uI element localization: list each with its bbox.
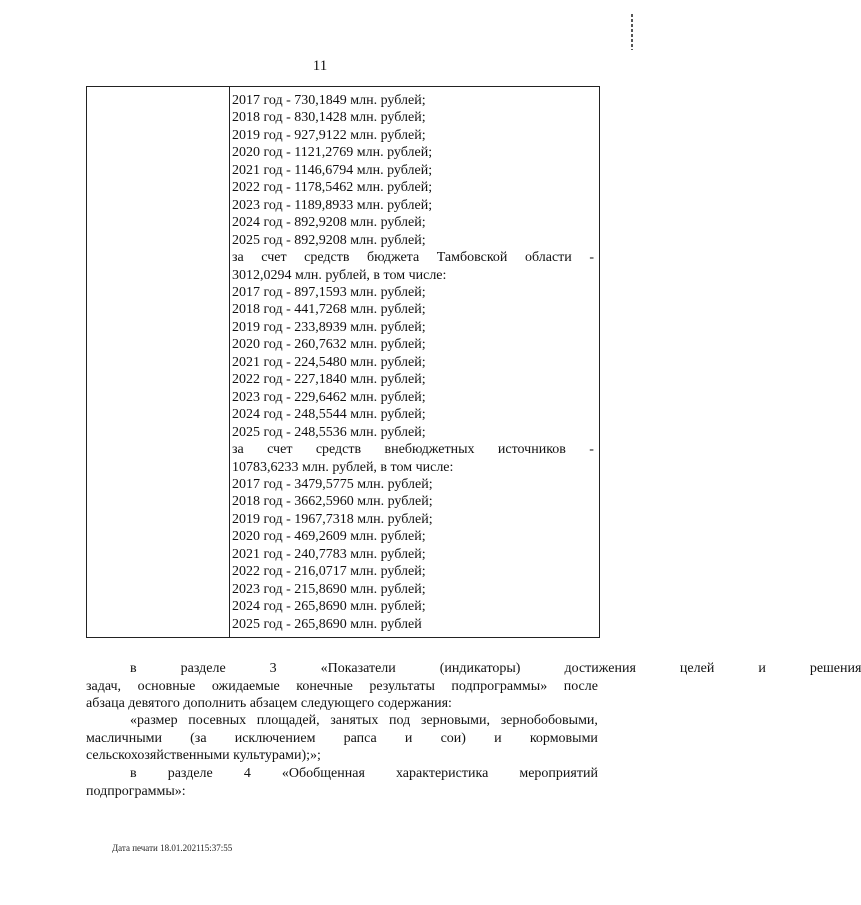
scan-edge-mark bbox=[628, 14, 636, 50]
word: сои) bbox=[440, 730, 466, 746]
paragraph-quote bbox=[86, 712, 598, 765]
word: зерновыми, bbox=[420, 713, 490, 728]
word: 3 bbox=[269, 661, 277, 676]
word: решения bbox=[809, 661, 861, 676]
word: площадей, bbox=[256, 713, 320, 728]
word: - bbox=[589, 250, 594, 266]
word: посевных bbox=[188, 713, 247, 728]
word: зернобобовыми, bbox=[500, 713, 598, 728]
extrabudgetary-total: 10783,6233 млн. рублей, в том числе: bbox=[232, 459, 454, 475]
word: источников bbox=[497, 442, 566, 458]
word: разделе bbox=[180, 661, 226, 676]
funding-year-line: 2020 год - 1121,2769 млн. рублей; bbox=[232, 145, 433, 161]
funding-year-line: 2021 год - 224,5480 млн. рублей; bbox=[232, 354, 426, 370]
word: целей bbox=[679, 661, 715, 676]
word: рапса bbox=[343, 730, 377, 746]
word: счет bbox=[261, 250, 287, 266]
funding-year-line: 2017 год - 730,1849 млн. рублей; bbox=[232, 93, 426, 108]
word: - bbox=[589, 442, 594, 458]
word: занятых bbox=[330, 713, 379, 728]
funding-year-line: 2017 год - 3479,5775 млн. рублей; bbox=[232, 476, 433, 492]
print-date-footer: Дата печати 18.01.202115:37:55 bbox=[112, 843, 233, 853]
funding-year-line: 2020 год - 469,2609 млн. рублей; bbox=[232, 529, 426, 545]
paragraph-line bbox=[86, 660, 861, 678]
funding-year-line: 2021 год - 240,7783 млн. рублей; bbox=[232, 546, 426, 562]
word: характеристика bbox=[395, 766, 489, 781]
word: (индикаторы) bbox=[439, 661, 521, 676]
word: ожидаемые bbox=[211, 678, 280, 694]
paragraph-line: абзаца девятого дополнить абзацем следующего содержания: bbox=[86, 696, 452, 711]
paragraph-line: подпрограммы»: bbox=[86, 783, 186, 799]
word: бюджета bbox=[366, 250, 420, 266]
paragraph-line: сельскохозяйственными культурами);»; bbox=[86, 748, 321, 763]
table-column-divider bbox=[229, 87, 230, 637]
regional-years-list bbox=[232, 284, 594, 441]
funding-year-line: 2023 год - 215,8690 млн. рублей; bbox=[232, 581, 426, 597]
paragraph-line bbox=[86, 765, 598, 783]
word: кормовыми bbox=[529, 730, 598, 746]
funding-year-line: 2024 год - 265,8690 млн. рублей; bbox=[232, 599, 426, 615]
word: и bbox=[494, 730, 502, 746]
word: достижения bbox=[564, 661, 636, 676]
federal-years-list bbox=[232, 92, 594, 249]
funding-year-line: 2019 год - 927,9122 млн. рублей; bbox=[232, 127, 426, 143]
funding-year-line: 2018 год - 3662,5960 млн. рублей; bbox=[232, 494, 433, 510]
word: в bbox=[130, 766, 137, 781]
funding-year-line: 2022 год - 216,0717 млн. рублей; bbox=[232, 564, 426, 580]
funding-year-line: 2023 год - 1189,8933 млн. рублей; bbox=[232, 197, 433, 213]
paragraph-section-4 bbox=[86, 765, 598, 800]
word: разделе bbox=[167, 766, 213, 781]
page-number: 11 bbox=[312, 58, 328, 74]
word: результаты bbox=[369, 678, 435, 694]
paragraph-line bbox=[86, 678, 598, 696]
word: «размер bbox=[130, 713, 178, 728]
funding-year-line: 2020 год - 260,7632 млн. рублей; bbox=[232, 337, 426, 353]
paragraph-line bbox=[86, 730, 598, 748]
word: и bbox=[758, 661, 766, 676]
funding-year-line: 2022 год - 1178,5462 млн. рублей; bbox=[232, 180, 433, 196]
word: внебюджетных bbox=[384, 442, 475, 458]
funding-year-line: 2018 год - 441,7268 млн. рублей; bbox=[232, 302, 426, 318]
word: «Показатели bbox=[320, 661, 396, 676]
funding-year-line: 2025 год - 265,8690 млн. рублей bbox=[232, 616, 422, 632]
word: (за bbox=[190, 730, 207, 746]
word: средств bbox=[304, 250, 350, 266]
word: 4 bbox=[243, 766, 251, 781]
word: за bbox=[232, 442, 244, 458]
word: области bbox=[524, 250, 572, 266]
word: в bbox=[130, 661, 137, 676]
word: средств bbox=[315, 442, 362, 458]
extrabudgetary-years-list bbox=[232, 476, 594, 633]
funding-year-line: 2025 год - 892,9208 млн. рублей; bbox=[232, 232, 426, 248]
funding-year-line: 2017 год - 897,1593 млн. рублей; bbox=[232, 284, 426, 300]
word: исключением bbox=[234, 730, 316, 746]
paragraph-line bbox=[86, 712, 598, 730]
funding-table bbox=[86, 86, 600, 638]
word: «Обобщенная bbox=[281, 766, 365, 781]
paragraph-section-3 bbox=[86, 660, 861, 713]
word: счет bbox=[267, 442, 293, 458]
word: мероприятий bbox=[519, 766, 598, 781]
word: задач, bbox=[86, 678, 122, 694]
extrabudgetary-heading bbox=[232, 441, 594, 458]
funding-year-line: 2024 год - 248,5544 млн. рублей; bbox=[232, 407, 426, 423]
word: конечные bbox=[296, 678, 353, 694]
word: основные bbox=[137, 678, 196, 694]
regional-budget-total: 3012,0294 млн. рублей, в том числе: bbox=[232, 267, 447, 283]
word: за bbox=[232, 250, 244, 266]
word: и bbox=[404, 730, 413, 746]
funding-year-line: 2018 год - 830,1428 млн. рублей; bbox=[232, 110, 426, 126]
word: под bbox=[389, 713, 411, 728]
funding-year-line: 2025 год - 248,5536 млн. рублей; bbox=[232, 424, 426, 440]
word: после bbox=[563, 678, 598, 694]
word: масличными bbox=[86, 730, 162, 746]
funding-year-line: 2022 год - 227,1840 млн. рублей; bbox=[232, 372, 426, 388]
funding-year-line: 2019 год - 1967,7318 млн. рублей; bbox=[232, 511, 433, 527]
word: Тамбовской bbox=[436, 250, 508, 266]
funding-year-line: 2019 год - 233,8939 млн. рублей; bbox=[232, 319, 426, 335]
funding-year-line: 2021 год - 1146,6794 млн. рублей; bbox=[232, 162, 433, 178]
funding-cell bbox=[232, 92, 594, 633]
word: подпрограммы» bbox=[451, 678, 548, 694]
funding-year-line: 2023 год - 229,6462 млн. рублей; bbox=[232, 389, 426, 405]
regional-budget-heading bbox=[232, 249, 594, 266]
funding-year-line: 2024 год - 892,9208 млн. рублей; bbox=[232, 215, 426, 231]
